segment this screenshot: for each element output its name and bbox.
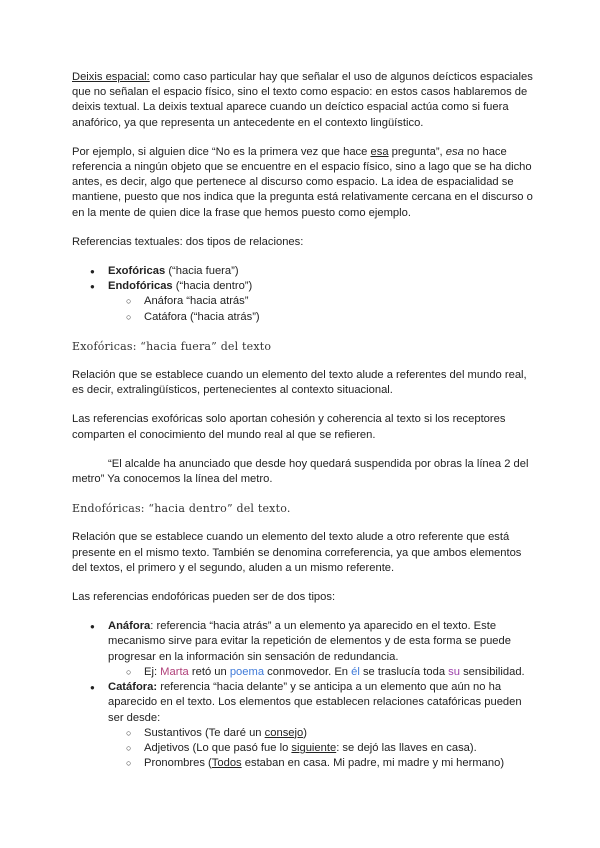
text-run: ) <box>303 726 307 739</box>
list-endo-types <box>72 619 534 771</box>
text-run: retó un <box>188 665 230 678</box>
heading-endoforicas: Endofóricas: “hacia dentro” del texto. <box>72 502 291 516</box>
text-run: sensibilidad. <box>459 665 525 678</box>
text-run: (“hacia fuera”) <box>165 265 239 278</box>
text-run: no hace referencia a ningún objeto que se encuentre en el espacio físico, sino a lago que se ha dicho antes, es decir, algo que pertenece al discurso como espacio. La idea de espacialidad se mantiene, puesto que nos indica que la pregunta está relativamente cercana en el discurso o en la mente de quien dice la frase que hemos puesto como ejemplo. <box>72 145 533 219</box>
underlined-word: consejo <box>264 726 304 739</box>
document-body <box>72 70 534 785</box>
text-run: Pronombres ( <box>144 757 212 770</box>
text-run: estaban en casa. Mi padre, mi madre y mi hermano) <box>241 757 505 770</box>
list-item-pronombres <box>72 756 534 771</box>
list-referencias <box>72 264 534 325</box>
text-run: (“hacia dentro”) <box>172 280 253 293</box>
highlight-word: Marta <box>160 665 189 678</box>
text-run: Por ejemplo, si alguien dice “No es la primera vez que hace <box>72 145 371 158</box>
list-item-exoforicas <box>72 264 534 279</box>
list-item-catafora-def <box>72 680 534 726</box>
paragraph-deixis <box>72 70 534 131</box>
text-run: Adjetivos (Lo que pasó fue lo <box>144 741 292 754</box>
paragraph-quote: “El alcalde ha anunciado que desde hoy quedará suspendida por obras la línea 2 del metro” Ya conocemos la línea del metro. <box>72 457 529 486</box>
list-item-anafora: ○ Anáfora “hacia atrás” <box>72 294 534 309</box>
list-item-sustantivos <box>72 726 534 741</box>
paragraph-exo-cohesion: Las referencias exofóricas solo aportan cohesión y coherencia al texto si los receptores comparten el conocimiento del mundo real al que se refieren. <box>72 413 506 441</box>
bold-term: Anáfora <box>108 620 151 633</box>
term-deixis: Deixis espacial: <box>72 71 150 83</box>
heading-exoforicas: Exofóricas: “hacia fuera” del texto <box>72 339 272 353</box>
list-item-example <box>72 665 534 680</box>
text-run: pregunta”, <box>388 145 446 158</box>
underlined-word: esa <box>370 145 389 158</box>
text-run: Ej: <box>144 665 161 678</box>
paragraph-referencias: Referencias textuales: dos tipos de relaciones: <box>72 235 304 248</box>
paragraph-exo-definition: Relación que se establece cuando un elemento del texto alude a referentes del mundo real, es decir, extralingüísticos, pertenecientes al contexto situacional. <box>72 369 527 397</box>
italic-word: esa <box>445 145 464 158</box>
list-item-anafora-def <box>72 619 534 665</box>
bold-term: Endofóricas <box>108 280 173 293</box>
underlined-word: siguiente <box>291 741 337 754</box>
text-run: : se dejó las llaves en casa). <box>336 741 477 754</box>
paragraph-text: como caso particular hay que señalar el uso de algunos deícticos espaciales que no señalan el espacio físico, sino el texto como espacio: en estos casos hablaremos de deixis textual. La deixis textual aparece cuando un deíctico espacial actúa como si fuera anafórico, ya que representa un antecedente en el contexto lingüístico. <box>72 71 533 129</box>
list-item-endoforicas <box>72 279 534 294</box>
highlight-word: poema <box>229 665 265 678</box>
text-run: se traslucía toda <box>359 665 449 678</box>
highlight-word: su <box>448 665 460 678</box>
text-run: referencia “hacia delante” y se anticipa a un elemento que aún no ha aparecido en el texto. Los elementos que establecen relaciones catafóricas pueden ser desde: <box>108 681 522 724</box>
list-item-catafora: ○ Catáfora (“hacia atrás”) <box>72 310 534 325</box>
text-run: conmovedor. En <box>264 665 352 678</box>
paragraph-example <box>72 145 534 221</box>
text-run: : referencia “hacia atrás” a un elemento ya aparecido en el texto. Este mecanismo sirve para evitar la repetición de elementos y de esta forma se puede progresar en la información sin sensación de redundancia. <box>108 620 511 663</box>
bold-term: Catáfora: <box>108 681 158 694</box>
highlight-word: él <box>351 665 360 678</box>
paragraph-endo-definition: Relación que se establece cuando un elemento del texto alude a otro referente que está presente en el mismo texto. También se denomina correferencia, ya que ambos elementos del textos, el primero y el segundo, aluden a un mismo referente. <box>72 531 522 574</box>
bold-term: Exofóricas <box>108 265 166 278</box>
list-item-adjetivos <box>72 741 534 756</box>
underlined-word: Todos <box>211 757 242 770</box>
paragraph-endo-types: Las referencias endofóricas pueden ser de dos tipos: <box>72 591 336 604</box>
text-run: Sustantivos (Te daré un <box>144 726 265 739</box>
